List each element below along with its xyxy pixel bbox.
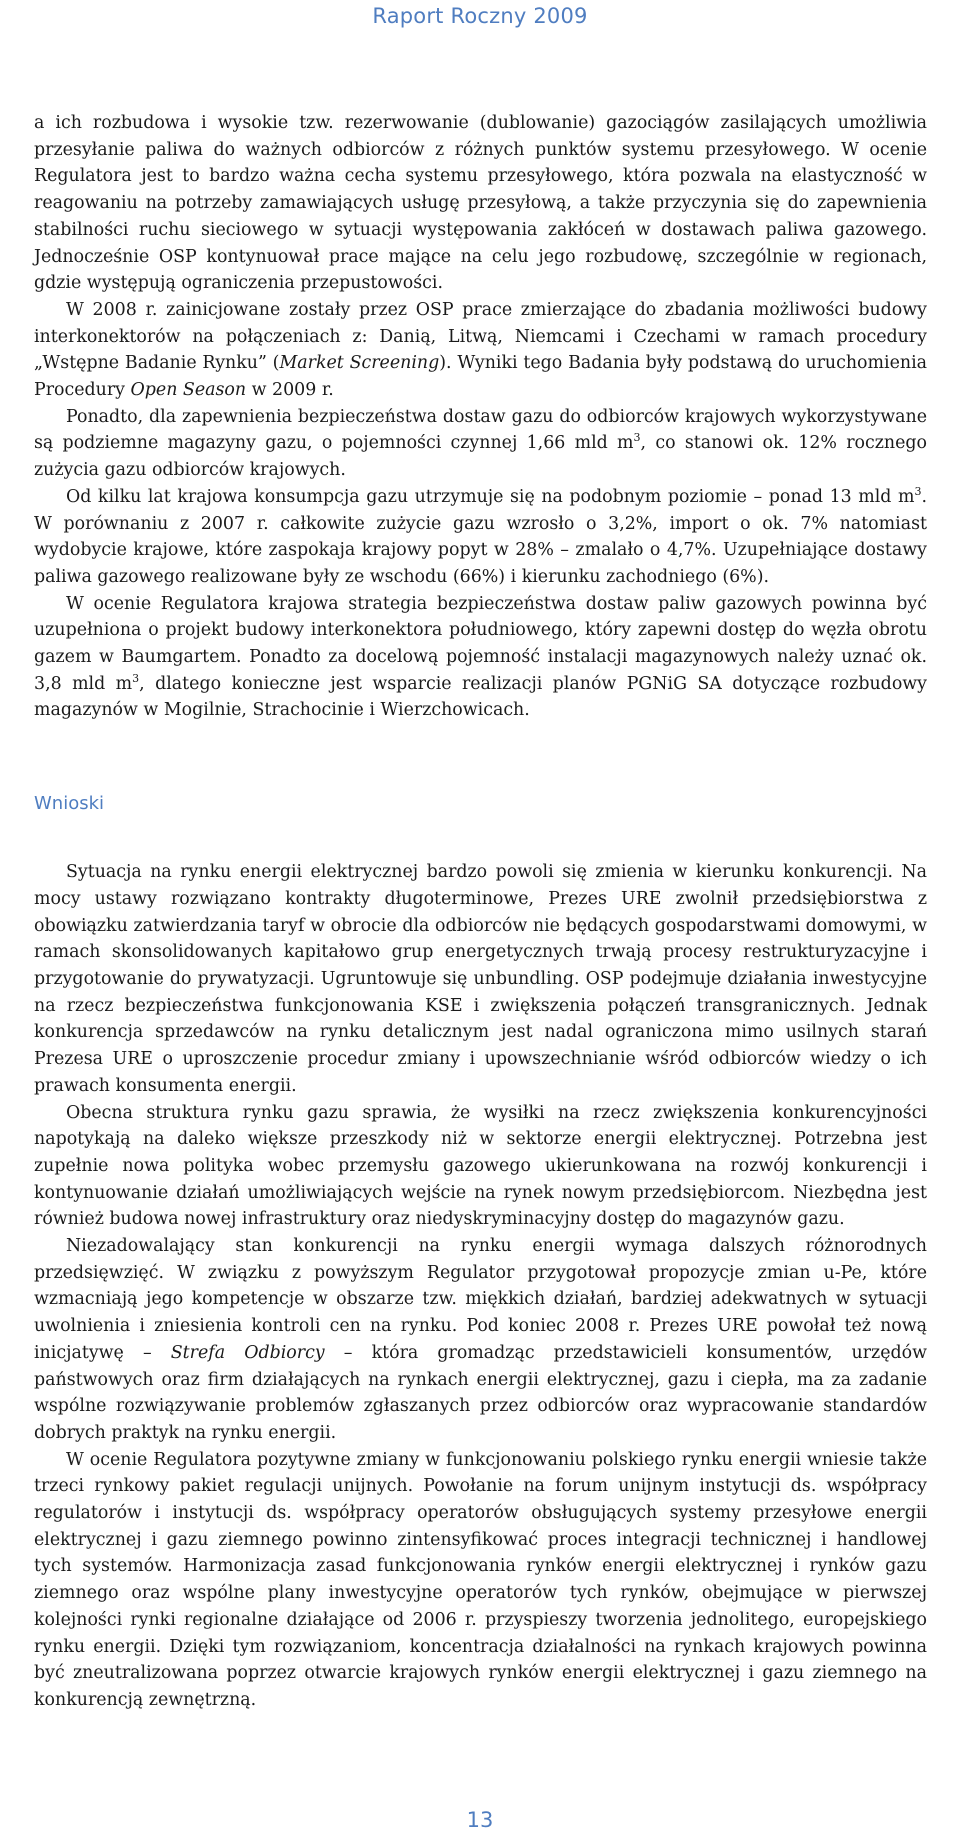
paragraph [34,110,927,297]
superscript: 3 [914,485,922,499]
italic-term: Open Season [130,380,247,401]
page-content [34,110,927,1714]
paragraph [34,484,927,591]
italic-term: Strefa Odbiorcy [170,1342,325,1363]
paragraph [34,591,927,725]
paragraph [34,859,927,1099]
text-run: W 2008 r. zainicjowane zostały przez OSP prace zmierzające do zbadania możliwości budowy interkonektorów na połączeniach z: Danią, Litwą, Niemcami i Czechami w ramach procedury „Wstępne Badanie Rynku” ( [34,299,927,374]
text-run: Ponadto, dla zapewnienia bezpieczeństwa dostaw gazu do odbiorców krajowych wykorzystywane są podziemne magazyny gazu, o pojemności czynnej 1,66 mld m [34,406,927,454]
running-header: Raport Roczny 2009 [372,4,588,28]
body-text-conclusions [34,859,927,1714]
paragraph [34,404,927,484]
text-run: W ocenie Regulatora pozytywne zmiany w funkcjonowaniu polskiego rynku energii wniesie także trzeci rynkowy pakiet regulacji unijnych. Powołanie na forum unijnym instytucji ds. współpracy regulatorów i instytucji ds. współpracy operatorów obsługujących systemy przesyłowe energii elektrycznej i gazu ziemnego powinno zintensyfikować proces integracji technicznej i handlowej tych systemów. Harmonizacja zasad funkcjonowania rynków energii elektrycznej i rynków gazu ziemnego oraz wspólne plany inwestycyjne operatorów tych rynków, obejmujące w pierwszej kolejności rynki regionalne działające od 2006 r. przyspieszy tworzenia jednolitego, europejskiego rynku energii. Dzięki tym rozwiązaniom, koncentracja działalności na rynkach krajowych powinna być zneutralizowana poprzez otwarcie krajowych rynków energii elektrycznej i gazu ziemnego na konkurencją zewnętrzną. [34,1449,927,1710]
text-run: Niezadowalający stan konkurencji na rynku energii wymaga dalszych różnorodnych przedsięwzięć. W związku z powyższym Regulator przygotował propozycje zmian u-Pe, które wzmacniają jego kompetencje w obszarze tzw. miękkich działań, bardziej adekwatnych w sytuacji uwolnienia i zniesienia kontroli cen na rynku. Pod koniec 2008 r. Prezes URE powołał też nową inicjatywę – [34,1236,927,1363]
superscript: 3 [633,431,641,445]
text-run: Sytuacja na rynku energii elektrycznej bardzo powoli się zmienia w kierunku konkurencji. Na mocy ustawy rozwiązano kontrakty długoterminowe, Prezes URE zwolnił przedsiębiorstwa z obowiązku zatwierdzania taryf w obrocie dla odbiorców nie będących gospodarstwami domowymi, w ramach skonsolidowanych kapitałowo grup energetycznych trwają procesy restrukturyzacyjne i przygotowanie do prywatyzacji. Ugruntowuje się unbundling. OSP podejmuje działania inwestycyjne na rzecz bezpieczeństwa funkcjonowania KSE i zwiększenia połączeń transgranicznych. Jednak konkurencja sprzedawców na rynku detalicznym jest nadal ograniczona mimo usilnych starań Prezesa URE o uproszczenie procedur zmiany i upowszechnianie wśród odbiorców wiedzy o ich prawach konsumenta energii. [34,862,927,1096]
text-run: . W porównaniu z 2007 r. całkowite zużycie gazu wzrosło o 3,2%, import o ok. 7% natomiast wydobycie krajowe, które zaspokaja krajowy popyt w 28% – zmalało o 4,7%. Uzupełniające dostawy paliwa gazowego realizowane były ze wschodu (66%) i kierunku zachodniego (6%). [34,486,927,587]
text-run: a ich rozbudowa i wysokie tzw. rezerwowanie (dublowanie) gazociągów zasilających umożliwia przesyłanie paliwa do ważnych odbiorców z różnych punktów systemu przesyłowego. W ocenie Regulatora jest to bardzo ważna cecha systemu przesyłowego, która pozwala na elastyczność w reagowaniu na potrzeby zamawiających usługę przesyłową, a także przyczynia się do zapewnienia stabilności ruchu sieciowego w sytuacji występowania zakłóceń w dostawach paliwa gazowego. Jednocześnie OSP kontynuował prace mające na celu jego rozbudowę, szczególnie w regionach, gdzie występują ograniczenia przepustowości. [34,113,927,294]
text-run: Od kilku lat krajowa konsumpcja gazu utrzymuje się na podobnym poziomie – ponad 13 mld m [66,486,915,507]
text-run: – która gromadząc przedstawicieli konsumentów, urzędów państwowych oraz firm działających na rynkach energii elektrycznej, gazu i ciepła, ma za zadanie wspólne rozwiązywanie problemów zgłaszanych przez odbiorców oraz wypracowanie standardów dobrych praktyk na rynku energii. [34,1342,927,1443]
paragraph [34,1100,927,1234]
paragraph [34,1447,927,1714]
text-run: W ocenie Regulatora krajowa strategia bezpieczeństwa dostaw paliw gazowych powinna być uzupełniona o projekt budowy interkonektora południowego, który zapewni dostęp do węzła obrotu gazem w Baumgartem. Ponadto za docelową pojemność instalacji magazynowych należy uznać ok. 3,8 mld m [34,593,927,694]
text-run: ). Wyniki tego Badania były podstawą do uruchomienia Procedury [34,353,927,401]
body-text-upper [34,110,927,724]
text-run: , co stanowi ok. 12% rocznego zużycia gazu odbiorców krajowych. [34,433,927,481]
paragraph [34,297,927,404]
paragraph [34,1233,927,1447]
page-number: 13 [466,1808,494,1832]
text-run: Obecna struktura rynku gazu sprawia, że wysiłki na rzecz zwiększenia konkurencyjności napotykają na daleko większe przeszkody niż w sektorze energii elektrycznej. Potrzebna jest zupełnie nowa polityka wobec przemysłu gazowego ukierunkowana na rozwój konkurencji i kontynuowanie działań umożliwiających wejście na rynek nowym przedsiębiorcom. Niezbędna jest również budowa nowej infrastruktury oraz niedyskryminacyjny dostęp do magazynów gazu. [34,1102,927,1230]
section-heading-wnioski: Wnioski [34,793,105,815]
text-run: , dlatego konieczne jest wsparcie realizacji planów PGNiG SA dotyczące rozbudowy magazynów w Mogilnie, Strachocinie i Wierzchowicach. [34,673,927,721]
text-run: w 2009 r. [246,380,334,401]
superscript: 3 [132,671,140,685]
italic-term: Market Screening [279,353,440,374]
